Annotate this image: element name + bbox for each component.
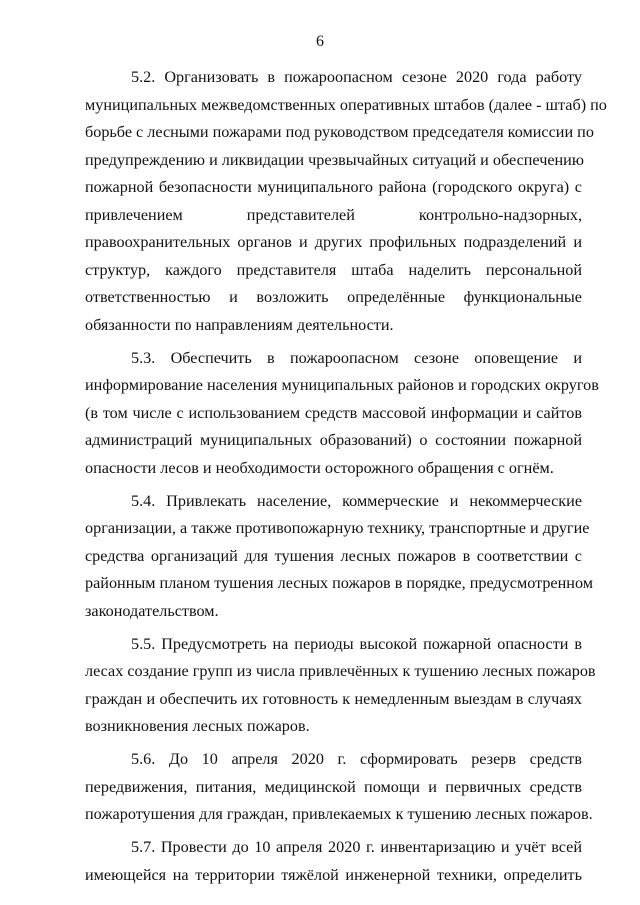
paragraph-line: 5.4. Привлекать население, коммерческие и некоммерческие (131, 491, 583, 510)
paragraph-5-3 (85, 345, 599, 483)
paragraph-number: 5.3. (131, 348, 156, 367)
paragraph-line: информирование населения муниципальных районов и городских округов (85, 376, 599, 394)
paragraph-5-6 (85, 746, 593, 829)
paragraph-line: законодательством. (85, 601, 219, 620)
paragraph-number: 5.4. (131, 491, 156, 510)
paragraph-line: районным планом тушения лесных пожаров в порядке, предусмотренном (85, 574, 593, 592)
paragraph-line: передвижения, питания, медицинской помощи и первичных средств (85, 777, 582, 796)
paragraph-5-7 (85, 834, 582, 889)
paragraph-number: 5.5. (131, 634, 156, 653)
paragraph-5-5 (85, 631, 596, 741)
paragraph-line: администраций муниципальных образований) о состоянии пожарной (85, 431, 582, 449)
paragraph-line: 5.5. Предусмотреть на периоды высокой пожарной опасности в (131, 634, 582, 653)
paragraph-line: ответственностью и возложить определённые функциональные (85, 288, 582, 306)
paragraph-5-4 (85, 488, 593, 626)
paragraph-5-2 (85, 64, 607, 339)
paragraph-line: пожарной безопасности муниципального района (городского округа) с (85, 178, 582, 196)
paragraph-line: структур, каждого представителя штаба наделить персональной (85, 260, 582, 279)
paragraph-number: 5.6. (131, 750, 156, 768)
paragraph-line: 5.3. Обеспечить в пожароопасном сезоне оповещение и (131, 348, 582, 367)
paragraph-line: привлечением представителей контрольно-надзорных, (85, 205, 582, 224)
paragraph-line: опасности лесов и необходимости осторожного обращения с огнём. (85, 458, 554, 477)
paragraph-line: правоохранительных органов и других профильных подразделений и (85, 233, 582, 251)
paragraph-line: (в том числе с использованием средств массовой информации и сайтов (85, 403, 582, 422)
paragraph-line: имеющейся на территории тяжёлой инженерной техники, определить (85, 865, 582, 884)
paragraph-line: лесах создание групп из числа привлечённых к тушению лесных пожаров (85, 662, 596, 680)
paragraph-line: средства организаций для тушения лесных пожаров в соответствии с (85, 546, 582, 565)
paragraph-line: 5.7. Провести до 10 апреля 2020 г. инвентаризацию и учёт всей (131, 838, 582, 856)
page-number: 6 (316, 33, 324, 50)
paragraph-line: борьбе с лесными пожарами под руководством председателя комиссии по (85, 123, 594, 141)
paragraph-line: возникновения лесных пожаров. (85, 717, 310, 735)
paragraph-line: 5.6. До 10 апреля 2020 г. сформировать резерв средств (131, 750, 583, 768)
document-body (85, 64, 607, 895)
paragraph-line: граждан и обеспечить их готовность к немедленным выездам в случаях (85, 689, 582, 708)
paragraph-line: пожаротушения для граждан, привлекаемых к тушению лесных пожаров. (85, 805, 593, 823)
paragraph-line: муниципальных межведомственных оперативных штабов (далее - штаб) по (85, 95, 607, 114)
paragraph-number: 5.2. (131, 68, 156, 86)
paragraph-line: организации, а также противопожарную технику, транспортные и другие (85, 519, 590, 537)
paragraph-line: обязанности по направлениям деятельности. (85, 315, 394, 334)
paragraph-line: предупреждению и ликвидации чрезвычайных ситуаций и обеспечению (85, 150, 584, 169)
paragraph-line: 5.2. Организовать в пожароопасном сезоне 2020 года работу (131, 68, 583, 86)
paragraph-number: 5.7. (131, 838, 156, 856)
